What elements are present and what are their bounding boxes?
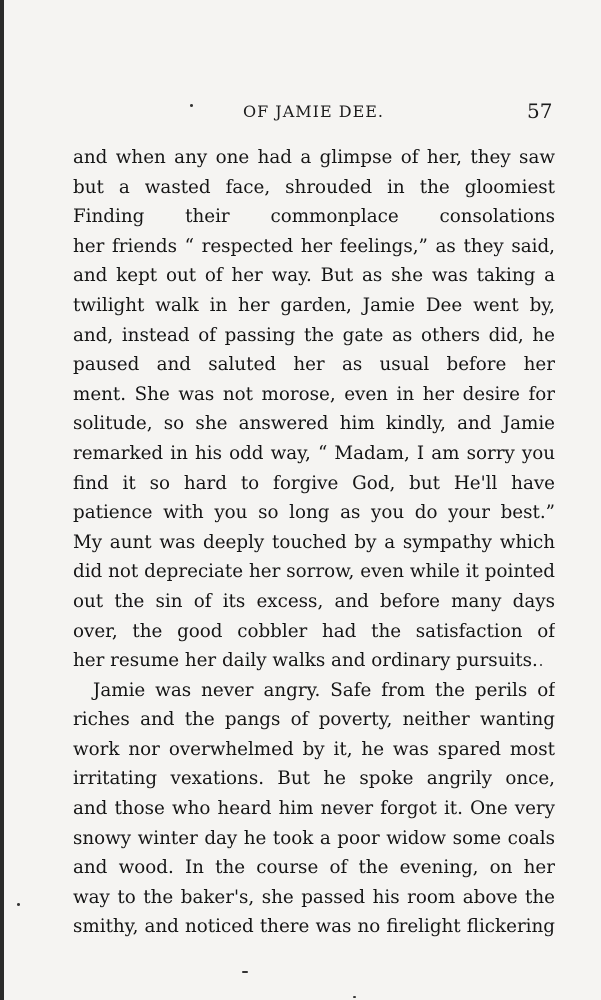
text-line: My aunt was deeply touched by a sympathy which <box>73 531 555 553</box>
text-line: work nor overwhelmed by it, he was spared most <box>73 738 555 760</box>
text-line: her resume her daily walks and ordinary pursuits. <box>73 650 538 672</box>
print-speck <box>353 996 356 998</box>
text-line: solitude, so she answered him kindly, and Jamie <box>73 413 555 435</box>
text-line: irritating vexations. But he spoke angrily once, <box>73 768 555 790</box>
text-line: over, the good cobbler had the satisfaction of <box>73 620 555 642</box>
print-speck <box>190 104 193 107</box>
page-number: 57 <box>527 99 553 123</box>
text-line: Finding their commonplace consolations <box>73 206 555 228</box>
body-text <box>73 143 555 942</box>
print-speck <box>540 664 542 666</box>
text-line: did not depreciate her sorrow, even while it pointed <box>73 561 555 583</box>
print-speck <box>242 971 248 973</box>
text-line: snowy winter day he took a poor widow some coals <box>73 827 555 849</box>
text-line: paused and saluted her as usual before her <box>73 354 555 376</box>
text-line: twilight walk in her garden, Jamie Dee went by, <box>73 294 555 316</box>
text-line: out the sin of its excess, and before many days <box>73 590 555 612</box>
text-line: and when any one had a glimpse of her, they saw <box>73 147 555 168</box>
text-line: ment. She was not morose, even in her desire for <box>73 383 555 405</box>
text-line: remarked in his odd way, “ Madam, I am sorry you <box>73 442 555 464</box>
text-line: riches and the pangs of poverty, neither wanting <box>73 709 555 731</box>
text-line: and those who heard him never forgot it. One very <box>73 798 555 820</box>
page-edge-shadow <box>0 0 4 1000</box>
text-line: and wood. In the course of the evening, on her <box>73 857 555 879</box>
text-line: and kept out of her way. But as she was taking a <box>73 265 555 287</box>
text-line: way to the baker's, she passed his room above the <box>73 886 555 908</box>
running-head: OF JAMIE DEE. <box>243 102 385 121</box>
text-line: find it so hard to forgive God, but He'll have <box>73 472 555 494</box>
text-line: and, instead of passing the gate as others did, he <box>73 324 555 346</box>
text-line: patience with you so long as you do your best.” <box>73 502 555 524</box>
text-line: Jamie was never angry. Safe from the perils of <box>93 679 555 701</box>
print-speck <box>17 903 20 906</box>
text-line: smithy, and noticed there was no firelight flickering <box>73 916 555 938</box>
text-line: her friends “ respected her feelings,” as they said, <box>73 235 555 257</box>
text-line: but a wasted face, shrouded in the gloomiest <box>73 176 555 198</box>
